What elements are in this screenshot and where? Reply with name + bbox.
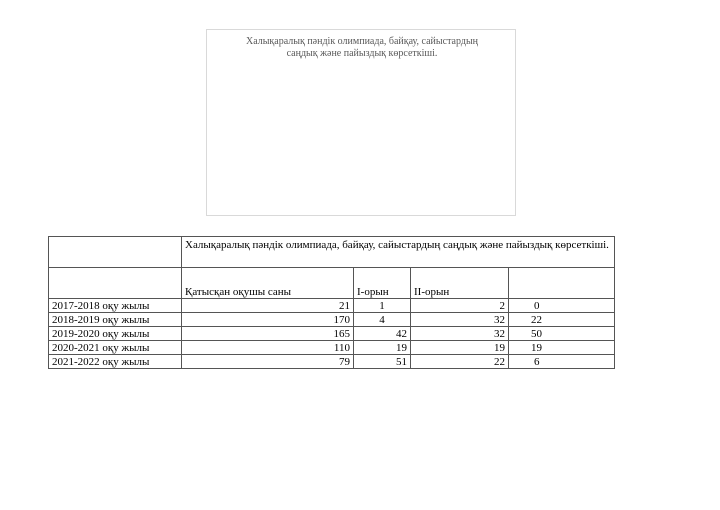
table-header-second-place: II-орын — [411, 268, 509, 299]
table-row — [49, 313, 615, 327]
data-table — [48, 236, 615, 369]
table-cell-year: 2021-2022 оқу жылы — [49, 355, 182, 369]
table-cell-participants: 165 — [182, 327, 354, 341]
table-cell-second: 22 — [411, 355, 509, 369]
table-cell-third: 19 — [509, 341, 615, 355]
table-cell-participants: 110 — [182, 341, 354, 355]
table-cell-second: 19 — [411, 341, 509, 355]
table-cell-year: 2020-2021 оқу жылы — [49, 341, 182, 355]
chart-panel — [206, 29, 516, 216]
table-cell-second: 2 — [411, 299, 509, 313]
table-header-first-place: I-орын — [354, 268, 411, 299]
table-corner-cell — [49, 237, 182, 268]
bar-chart — [207, 30, 515, 215]
table-cell-third: 22 — [509, 313, 615, 327]
table-cell-first: 19 — [354, 341, 411, 355]
table-cell-third: 50 — [509, 327, 615, 341]
table-cell-year: 2018-2019 оқу жылы — [49, 313, 182, 327]
table-header-empty — [49, 268, 182, 299]
table-cell-year: 2017-2018 оқу жылы — [49, 299, 182, 313]
table-cell-third: 6 — [509, 355, 615, 369]
table-cell-third: 0 — [509, 299, 615, 313]
table-cell-participants: 21 — [182, 299, 354, 313]
chart-title: Халықаралық пәндік олимпиада, байқау, сайыстардың саңдық және пайыздық көрсеткіші. — [245, 36, 479, 59]
table-cell-first: 4 — [354, 313, 411, 327]
table-row — [49, 299, 615, 313]
table-row — [49, 341, 615, 355]
table-title: Халықаралық пәндік олимпиада, байқау, сайыстардың саңдық және пайыздық көрсеткіші. — [182, 237, 615, 268]
table-row — [49, 355, 615, 369]
table-cell-participants: 79 — [182, 355, 354, 369]
table-cell-year: 2019-2020 оқу жылы — [49, 327, 182, 341]
table-cell-participants: 170 — [182, 313, 354, 327]
table-cell-first: 42 — [354, 327, 411, 341]
table-cell-second: 32 — [411, 327, 509, 341]
table-cell-second: 32 — [411, 313, 509, 327]
table-header-third-place — [509, 268, 615, 299]
table-header-participants: Қатысқан оқушы саны — [182, 268, 354, 299]
table-cell-first: 51 — [354, 355, 411, 369]
table-cell-first: 1 — [354, 299, 411, 313]
table-row — [49, 327, 615, 341]
